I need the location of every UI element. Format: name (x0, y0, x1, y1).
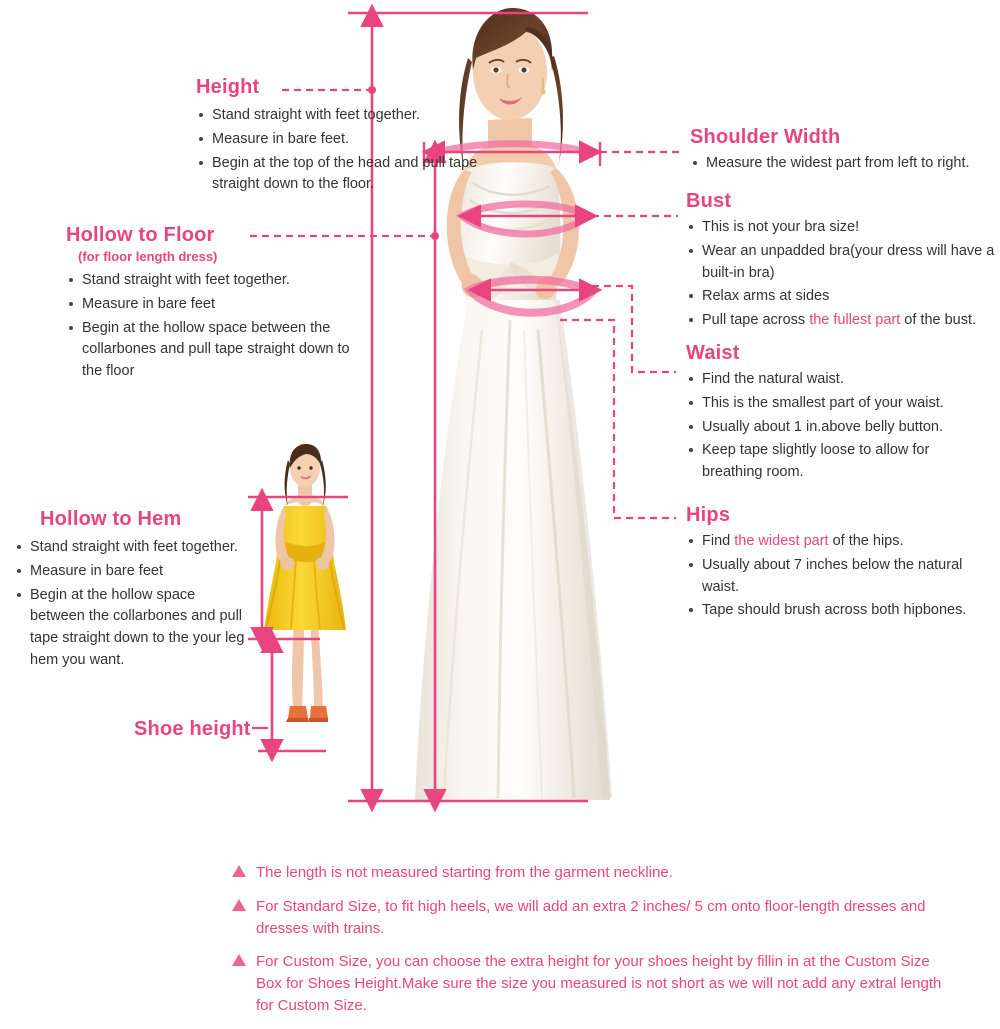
list-item: Tape should brush across both hipbones. (686, 600, 992, 622)
bust-fullest-post: of the bust. (900, 312, 977, 328)
list-item: Begin at the top of the head and pull tape straight down to the floor. (196, 153, 526, 197)
list-item: Keep tape slightly loose to allow for breathing room. (686, 440, 986, 484)
shoulder-width-section (690, 126, 996, 177)
hollow-to-hem-heading: Hollow to Hem (40, 508, 182, 530)
warning-triangle-icon (232, 865, 246, 877)
list-item: Begin at the hollow space between the collarbones and pull tape straight down to the floor (66, 318, 366, 383)
note-text: For Standard Size, to fit high heels, we will add an extra 2 inches/ 5 cm onto floor-length dresses and dresses with trains. (256, 897, 926, 937)
hips-heading: Hips (686, 504, 731, 526)
warning-triangle-icon (232, 954, 246, 966)
waist-bullets (686, 369, 986, 484)
bust-fullest-pre: Pull tape across (702, 312, 810, 328)
hips-widest-highlight: the widest part (734, 533, 829, 549)
list-item: Usually about 1 in.above belly button. (686, 417, 986, 439)
note-item (232, 896, 952, 940)
shoulder-width-heading: Shoulder Width (690, 126, 841, 148)
hollow-to-floor-section (66, 224, 366, 385)
list-item: Usually about 7 inches below the natural waist. (686, 555, 992, 599)
note-text: For Custom Size, you can choose the extra height for your shoes height by fillin in at the Custom Size Box for Shoes Height.Make sure the size you measured is not short as we will not add any extral length for Custom Size. (256, 953, 942, 1014)
height-section (196, 76, 526, 198)
hips-widest-post: of the hips. (828, 533, 904, 549)
hips-widest-pre: Find (702, 533, 735, 549)
list-item-hips-widest (686, 531, 992, 553)
list-item: Stand straight with feet together. (14, 537, 254, 559)
hips-bullets (686, 531, 992, 622)
waist-section (686, 342, 986, 486)
list-item: Measure the widest part from left to right. (690, 153, 996, 175)
shoe-height-heading: Shoe height (134, 718, 251, 740)
hollow-to-floor-heading: Hollow to Floor (66, 224, 215, 246)
waist-heading: Waist (686, 342, 740, 364)
list-item: Measure in bare feet. (196, 129, 526, 151)
note-item (232, 951, 952, 1016)
list-item: Stand straight with feet together. (66, 270, 366, 292)
footer-notes (232, 862, 952, 1029)
bust-heading: Bust (686, 190, 732, 212)
list-item: Measure in bare feet (66, 294, 366, 316)
bust-section (686, 190, 1000, 334)
list-item: Begin at the hollow space between the collarbones and pull tape straight down to the your leg hem you want. (14, 585, 254, 672)
list-item-bust-fullest (686, 310, 1000, 332)
shoulder-width-bullets (690, 153, 996, 175)
list-item: Measure in bare feet (14, 561, 254, 583)
height-heading: Height (196, 76, 260, 98)
bust-bullets (686, 217, 1000, 332)
height-bullets (196, 105, 526, 196)
list-item: This is the smallest part of your waist. (686, 393, 986, 415)
hollow-to-floor-subheading: (for floor length dress) (78, 249, 218, 264)
hips-section (686, 504, 992, 624)
list-item: Wear an unpadded bra(your dress will have a built-in bra) (686, 241, 1000, 285)
list-item: Stand straight with feet together. (196, 105, 526, 127)
list-item: Find the natural waist. (686, 369, 986, 391)
list-item: Relax arms at sides (686, 286, 1000, 308)
bust-fullest-highlight: the fullest part (809, 312, 901, 328)
warning-triangle-icon (232, 899, 246, 911)
short-dress-model-illustration (250, 440, 360, 760)
note-item (232, 862, 952, 884)
note-text: The length is not measured starting from the garment neckline. (256, 864, 673, 881)
hollow-to-hem-bullets (14, 537, 254, 672)
shoe-height-section (134, 718, 251, 741)
list-item: This is not your bra size! (686, 217, 1000, 239)
hollow-to-hem-section (14, 508, 254, 674)
hollow-to-floor-bullets (66, 270, 366, 383)
